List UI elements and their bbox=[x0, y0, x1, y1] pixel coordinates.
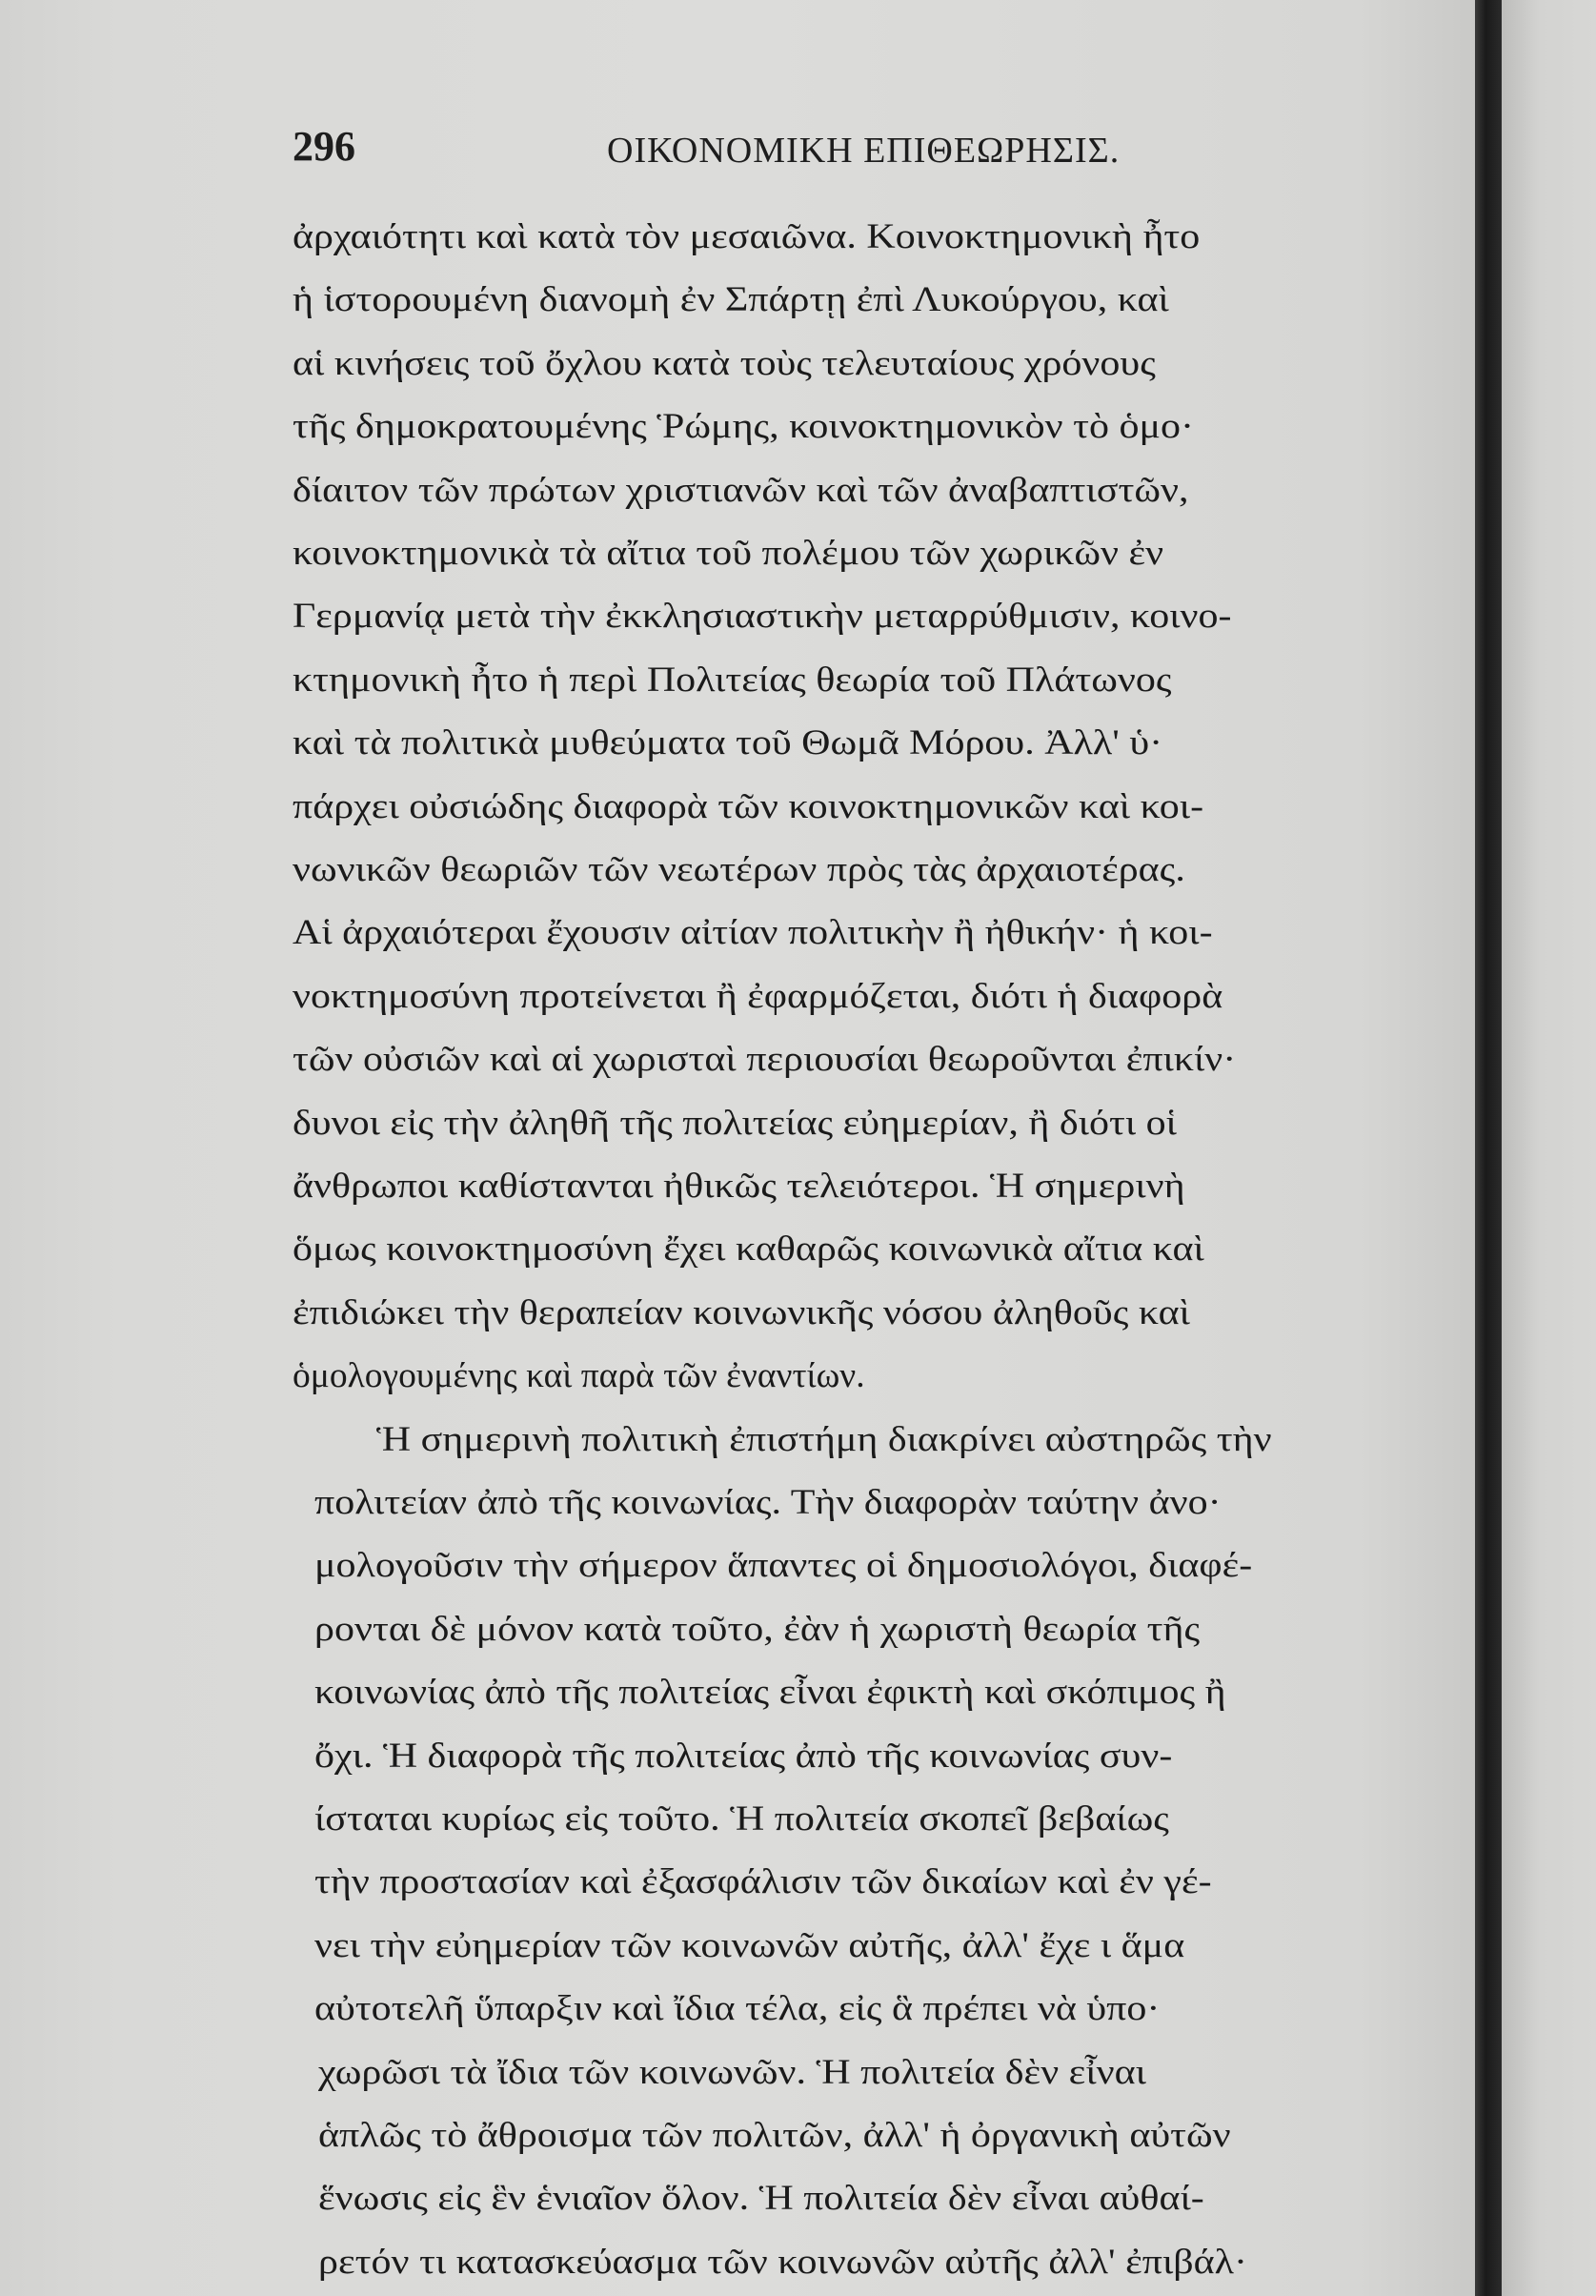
text-line: αὐτοτελῆ ὕπαρξιν καὶ ἴδια τέλα, εἰς ἃ πρέπει νὰ ὑπο· bbox=[314, 1989, 1161, 2029]
text-line: νωνικῶν θεωριῶν τῶν νεωτέρων πρὸς τὰς ἀρχαιοτέρας. bbox=[293, 850, 1185, 889]
text-line: κοινωνίας ἀπὸ τῆς πολιτείας εἶναι ἐφικτὴ καὶ σκόπιμος ἢ bbox=[314, 1673, 1226, 1713]
facing-page-edge bbox=[1502, 0, 1596, 2296]
text-line: Αἱ ἀρχαιότεραι ἔχουσιν αἰτίαν πολιτικὴν ἢ ἠθικήν· ἡ κοι- bbox=[293, 913, 1213, 953]
text-line: χωρῶσι τὰ ἴδια τῶν κοινωνῶν. Ἡ πολιτεία δὲν εἶναι bbox=[318, 2052, 1146, 2092]
text-line: νει τὴν εὐημερίαν τῶν κοινωνῶν αὐτῆς, ἀλλ' ἔχε ι ἅμα bbox=[314, 1925, 1185, 1965]
text-line: ἐπιδιώκει τὴν θεραπείαν κοινωνικῆς νόσου ἀληθοῦς καὶ bbox=[293, 1292, 1190, 1332]
text-line: ὁμολογουμένης καὶ παρὰ τῶν ἐναντίων. bbox=[293, 1356, 865, 1396]
text-line: αἱ κινήσεις τοῦ ὄχλου κατὰ τοὺς τελευταίους χρόνους bbox=[293, 343, 1156, 383]
text-line: ἁπλῶς τὸ ἄθροισμα τῶν πολιτῶν, ἀλλ' ἡ ὀργανικὴ αὐτῶν bbox=[318, 2116, 1231, 2155]
text-line: ρονται δὲ μόνον κατὰ τοῦτο, ἐὰν ἡ χωριστὴ θεωρία τῆς bbox=[314, 1609, 1201, 1649]
text-line: καὶ τὰ πολιτικὰ μυθεύματα τοῦ Θωμᾶ Μόρου. Ἀλλ' ὑ· bbox=[293, 723, 1163, 763]
text-line: νοκτημοσύνη προτείνεται ἢ ἐφαρμόζεται, διότι ἡ διαφορὰ bbox=[293, 976, 1223, 1016]
text-line: ἕνωσις εἰς ἓν ἑνιαῖον ὅλον. Ἡ πολιτεία δὲν εἶναι αὐθαί- bbox=[318, 2179, 1204, 2219]
text-line: δίαιτον τῶν πρώτων χριστιανῶν καὶ τῶν ἀναβαπτιστῶν, bbox=[293, 470, 1189, 510]
running-title: ΟΙΚΟΝΟΜΙΚΗ ΕΠΙΘΕΩΡΗΣΙΣ. bbox=[607, 131, 1121, 171]
text-line: τὴν προστασίαν καὶ ἐξασφάλισιν τῶν δικαίων καὶ ἐν γέ- bbox=[314, 1862, 1212, 1902]
text-line: πολιτείαν ἀπὸ τῆς κοινωνίας. Τὴν διαφορὰν ταύτην ἀνο· bbox=[314, 1483, 1222, 1522]
text-line: τῆς δημοκρατουμένης Ῥώμης, κοινοκτημονικὸν τὸ ὁμο· bbox=[293, 407, 1195, 447]
book-gutter bbox=[1475, 0, 1502, 2296]
text-line: κτημονικὴ ἦτο ἡ περὶ Πολιτείας θεωρία τοῦ Πλάτωνος bbox=[293, 660, 1172, 700]
text-line: ὅμως κοινοκτημοσύνη ἔχει καθαρῶς κοινωνικὰ αἴτια καὶ bbox=[293, 1229, 1204, 1270]
text-line: ἀρχαιότητι καὶ κατὰ τὸν μεσαιῶνα. Κοινοκτημονικὴ ἦτο bbox=[293, 217, 1201, 256]
text-line: δυνοι εἰς τὴν ἀληθῆ τῆς πολιτείας εὐημερίαν, ἢ διότι οἱ bbox=[293, 1103, 1177, 1143]
text-line: Ἡ σημερινὴ πολιτικὴ ἐπιστήμη διακρίνει αὐστηρῶς τὴν bbox=[376, 1419, 1272, 1459]
page-number: 296 bbox=[293, 123, 355, 170]
text-line: πάρχει οὐσιώδης διαφορὰ τῶν κοινοκτημονικῶν καὶ κοι- bbox=[293, 786, 1204, 826]
text-line: μολογοῦσιν τὴν σήμερον ἅπαντες οἱ δημοσιολόγοι, διαφέ- bbox=[314, 1546, 1253, 1586]
text-line: κοινοκτημονικὰ τὰ αἴτια τοῦ πολέμου τῶν χωρικῶν ἐν bbox=[293, 534, 1164, 573]
text-line: τῶν οὐσιῶν καὶ αἱ χωρισταὶ περιουσίαι θεωροῦνται ἐπικίν· bbox=[293, 1040, 1237, 1080]
text-line: ὄχι. Ἡ διαφορὰ τῆς πολιτείας ἀπὸ τῆς κοινωνίας συν- bbox=[314, 1736, 1173, 1776]
page-header bbox=[293, 122, 1388, 179]
text-line: ρετόν τι κατασκεύασμα τῶν κοινωνῶν αὐτῆς ἀλλ' ἐπιβάλ· bbox=[318, 2242, 1247, 2282]
text-line: Γερμανίᾳ μετὰ τὴν ἐκκλησιαστικὴν μεταρρύθμισιν, κοινο- bbox=[293, 597, 1232, 637]
text-line: ἄνθρωποι καθίστανται ἠθικῶς τελειότεροι. Ἡ σημερινὴ bbox=[293, 1167, 1185, 1206]
text-line: ἡ ἱστορουμένη διανομὴ ἐν Σπάρτῃ ἐπὶ Λυκούργου, καὶ bbox=[293, 280, 1169, 320]
text-line: ίσταται κυρίως εἰς τοῦτο. Ἡ πολιτεία σκοπεῖ βεβαίως bbox=[314, 1799, 1169, 1839]
